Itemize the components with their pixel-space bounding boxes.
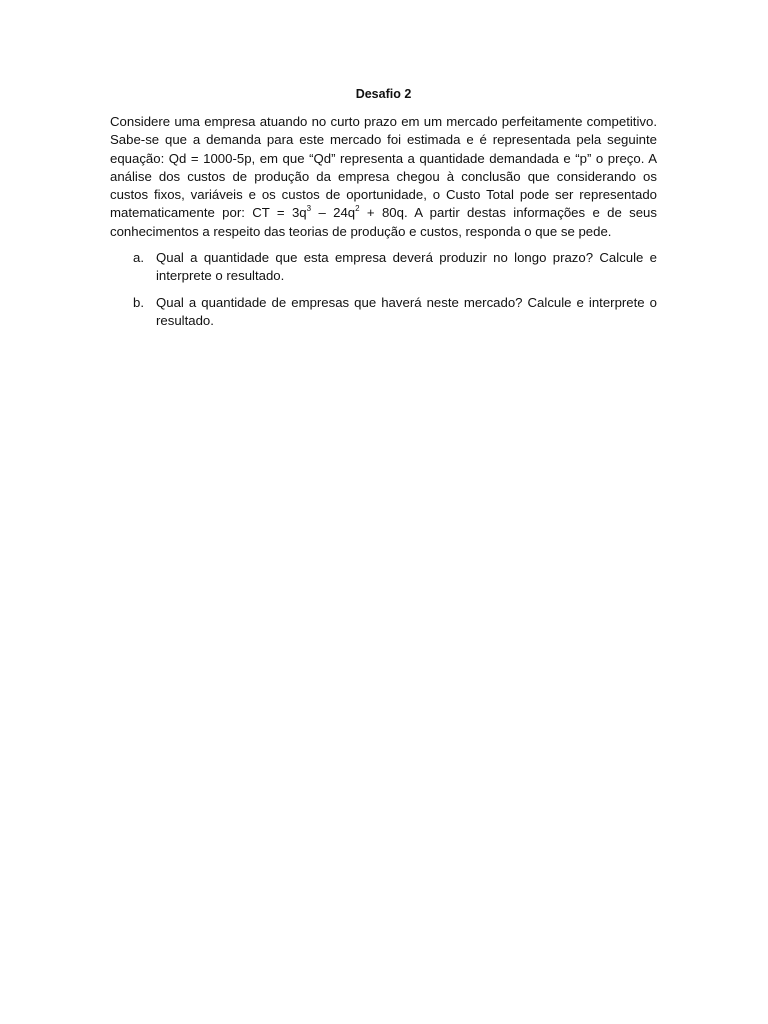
- question-item-b: [110, 294, 657, 331]
- question-marker-b: b.: [133, 294, 144, 310]
- intro-text-part1: Considere uma empresa atuando no curto prazo em um mercado perfeitamente competitivo. Sabe-se que a demanda para este mercado foi estimada e é representada pela seguinte equação: Qd = 1000-5p, em que “Qd” representa a quantidade demandada e “p” o preço. A análise dos custos de produção da empresa chegou à conclusão que considerando os custos fixos, variáveis e os custos de oportunidade, o Custo Total pode ser representado matematicamente por: CT = 3q: [110, 114, 657, 221]
- question-item-a: [110, 249, 657, 286]
- square-exponent: 2: [355, 204, 360, 214]
- question-list: [110, 249, 657, 330]
- document-title: Desafio 2: [355, 87, 412, 101]
- cube-exponent: 3: [306, 204, 312, 214]
- intro-paragraph: [110, 113, 657, 241]
- intro-text-part2: – 24q: [311, 205, 356, 221]
- document-page: [110, 86, 657, 338]
- question-text-a: Qual a quantidade que esta empresa deverá produzir no longo prazo? Calcule e interprete o resultado.: [156, 250, 657, 284]
- intro-text-part3: + 80q. A partir destas informações e de seus conhecimentos a respeito das teorias de produção e custos, responda o que se pede.: [110, 205, 657, 239]
- question-marker-a: a.: [133, 250, 144, 266]
- question-text-b: Qual a quantidade de empresas que haverá neste mercado? Calcule e interprete o resultado.: [156, 294, 657, 328]
